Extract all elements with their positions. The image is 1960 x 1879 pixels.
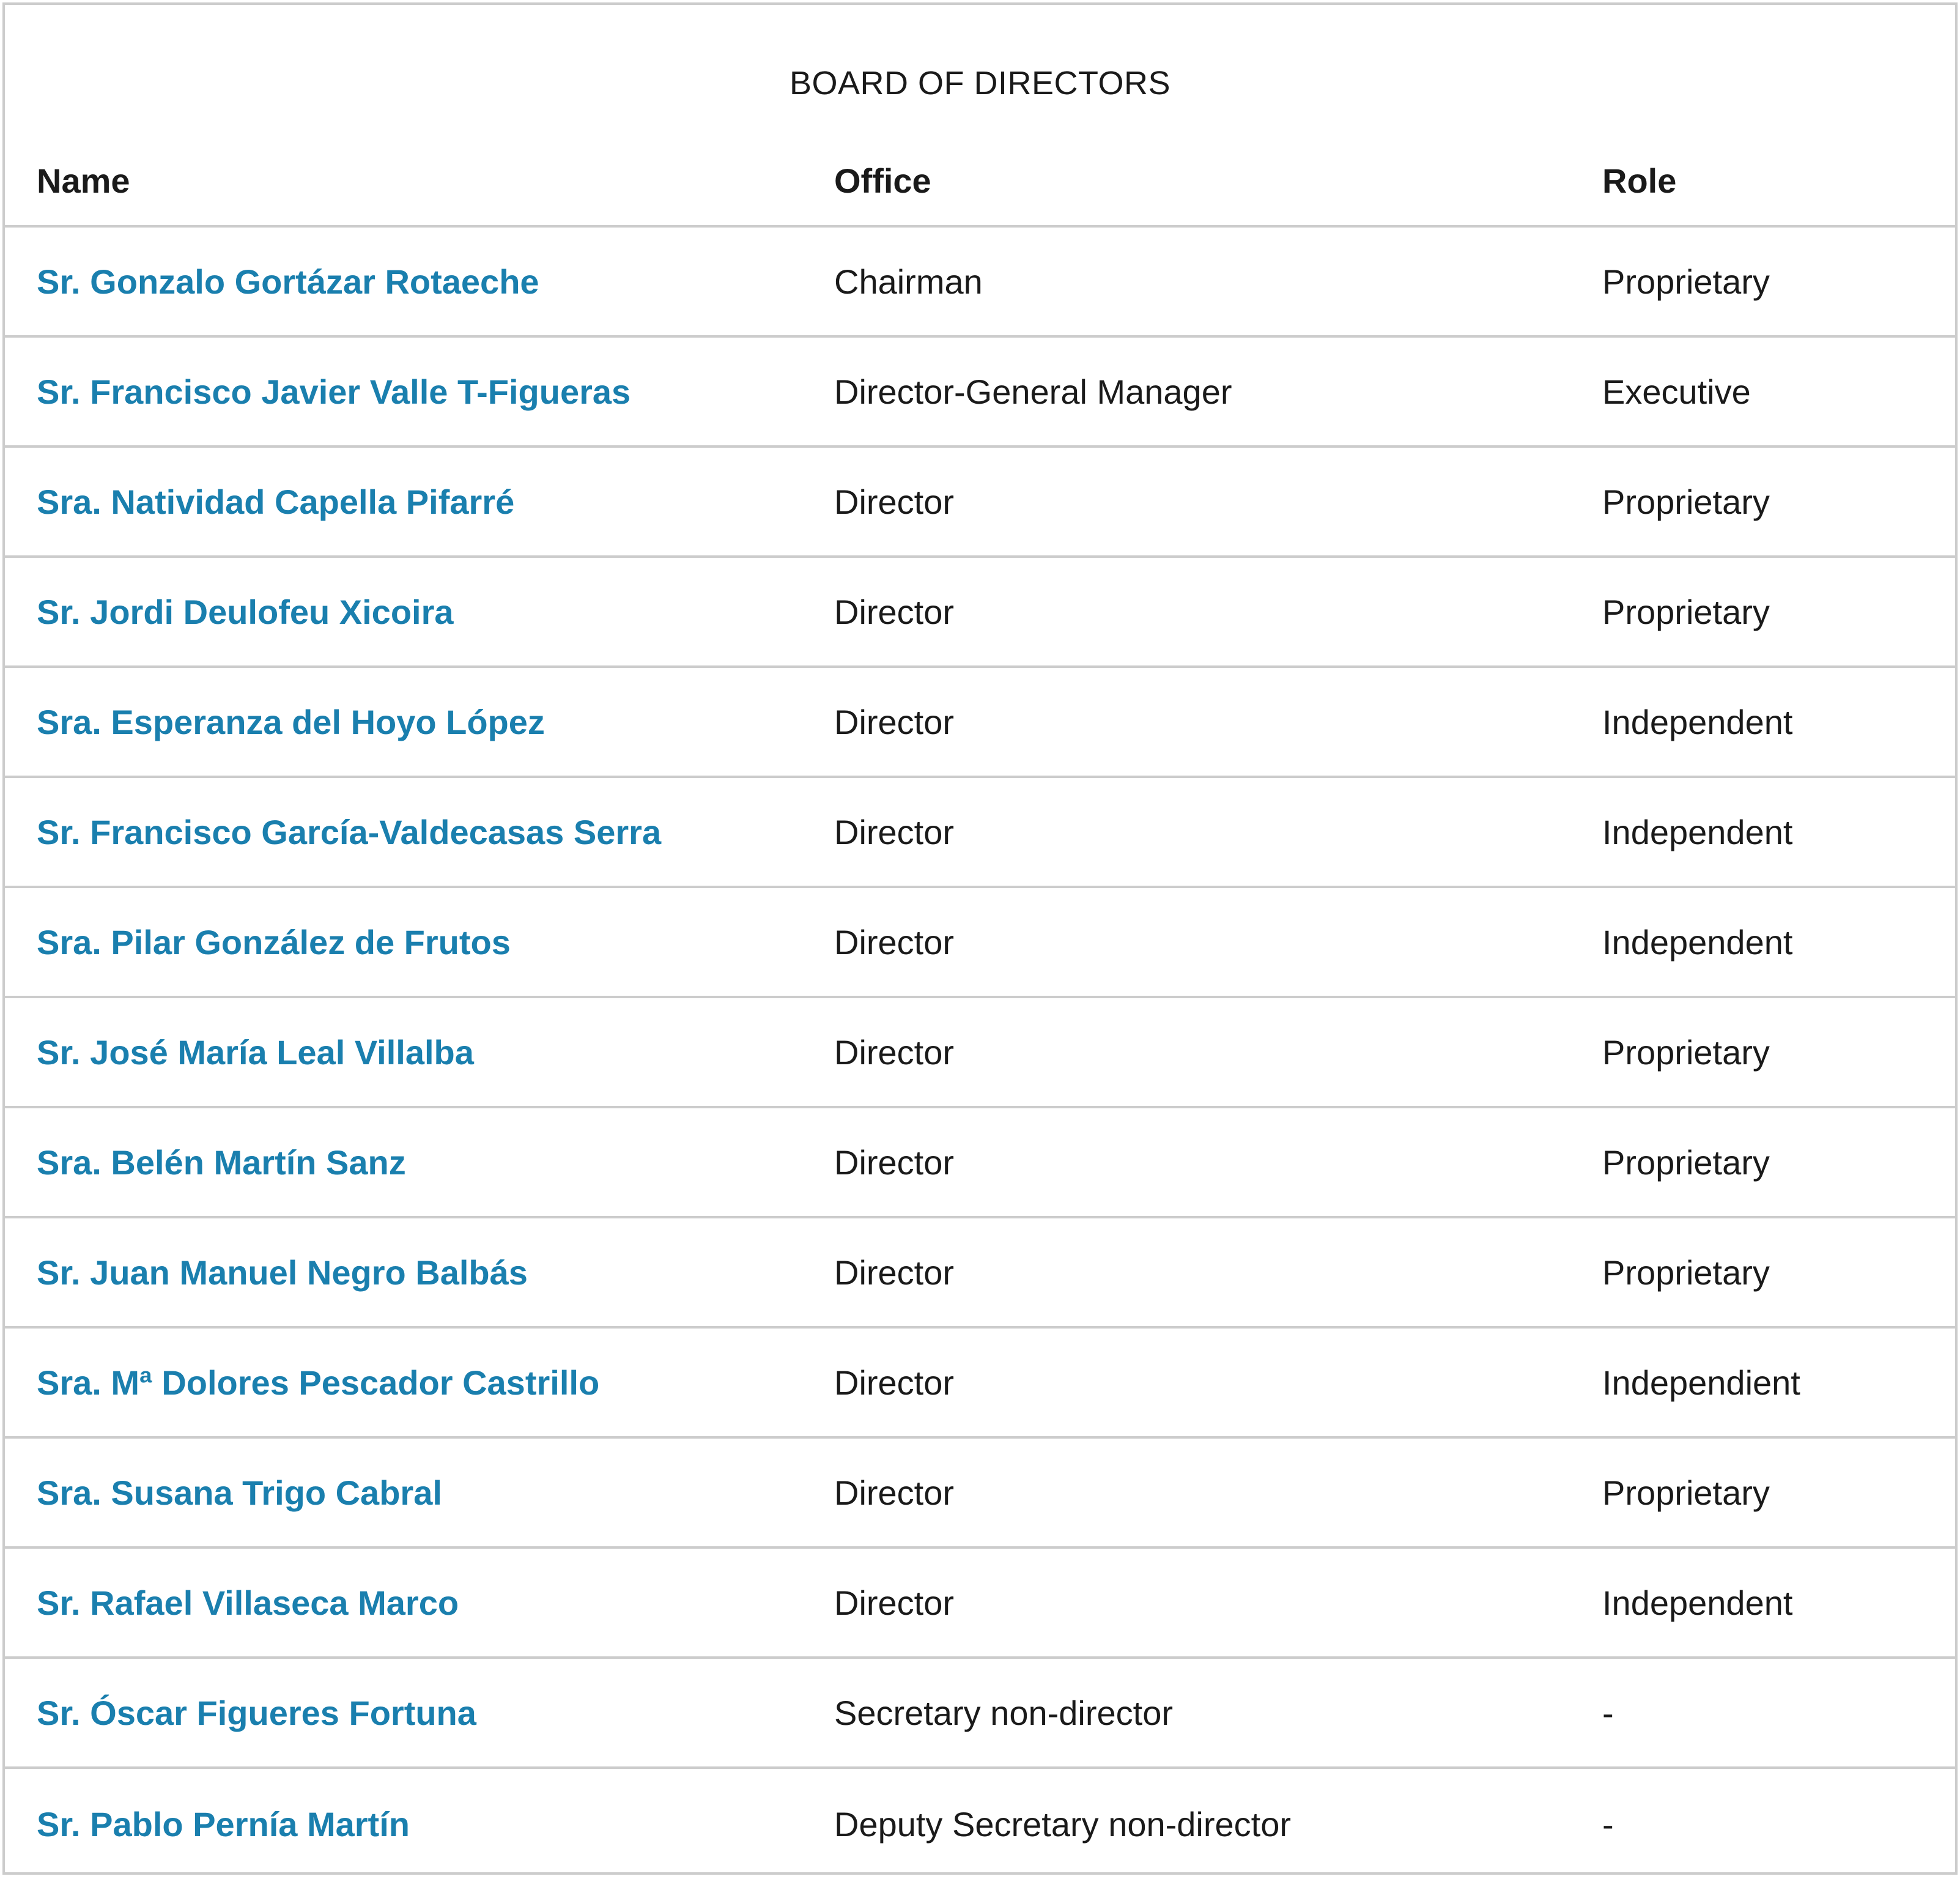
role-cell <box>1602 372 1955 412</box>
name-cell <box>5 482 834 522</box>
name-cell <box>5 372 834 412</box>
office-text: Chairman <box>834 262 983 301</box>
director-name-link[interactable]: Sr. Óscar Figueres Fortuna <box>37 1693 476 1732</box>
office-text: Secretary non-director <box>834 1693 1174 1732</box>
role-cell <box>1602 812 1955 852</box>
office-text: Director <box>834 922 955 962</box>
table-row <box>5 1329 1955 1439</box>
role-text: Independent <box>1602 702 1793 741</box>
office-text: Director <box>834 702 955 741</box>
table-caption: BOARD OF DIRECTORS <box>789 65 1171 102</box>
director-name-link[interactable]: Sr. José María Leal Villalba <box>37 1032 474 1072</box>
table-row <box>5 448 1955 558</box>
office-text: Director <box>834 812 955 851</box>
role-cell <box>1602 1804 1955 1844</box>
role-cell <box>1602 482 1955 522</box>
office-cell <box>834 1583 1602 1623</box>
office-text: Deputy Secretary non-director <box>834 1804 1292 1844</box>
role-text: - <box>1602 1804 1614 1844</box>
office-cell <box>834 1804 1602 1844</box>
role-text: Proprietary <box>1602 482 1770 521</box>
role-cell <box>1602 592 1955 632</box>
office-cell <box>834 922 1602 962</box>
office-cell <box>834 592 1602 632</box>
name-cell <box>5 1032 834 1072</box>
table-row <box>5 228 1955 338</box>
office-text: Director <box>834 592 955 631</box>
role-cell <box>1602 1143 1955 1182</box>
name-cell <box>5 1693 834 1733</box>
office-cell <box>834 1143 1602 1182</box>
header-name: Name <box>37 161 130 200</box>
office-cell <box>834 702 1602 742</box>
role-text: - <box>1602 1693 1614 1732</box>
header-role: Role <box>1602 161 1677 200</box>
director-name-link[interactable]: Sr. Juan Manuel Negro Balbás <box>37 1253 528 1292</box>
header-office: Office <box>834 161 931 200</box>
table-row <box>5 668 1955 778</box>
role-text: Independent <box>1602 812 1793 851</box>
table-row <box>5 1439 1955 1549</box>
director-name-link[interactable]: Sr. Francisco García-Valdecasas Serra <box>37 812 662 851</box>
office-text: Director <box>834 1473 955 1512</box>
role-text: Proprietary <box>1602 1253 1770 1292</box>
table-row <box>5 1108 1955 1218</box>
role-cell <box>1602 1363 1955 1403</box>
role-text: Executive <box>1602 372 1751 411</box>
office-cell <box>834 1253 1602 1292</box>
director-name-link[interactable]: Sra. Mª Dolores Pescador Castrillo <box>37 1363 600 1402</box>
director-name-link[interactable]: Sra. Belén Martín Sanz <box>37 1143 406 1182</box>
name-cell <box>5 592 834 632</box>
table-row <box>5 1659 1955 1769</box>
role-cell <box>1602 922 1955 962</box>
director-name-link[interactable]: Sra. Susana Trigo Cabral <box>37 1473 442 1512</box>
table-header-row <box>5 161 1955 228</box>
role-text: Proprietary <box>1602 1473 1770 1512</box>
director-name-link[interactable]: Sra. Pilar González de Frutos <box>37 922 511 962</box>
office-cell <box>834 372 1602 412</box>
role-cell <box>1602 702 1955 742</box>
board-of-directors-table <box>2 2 1958 1875</box>
role-cell <box>1602 262 1955 302</box>
name-cell <box>5 1583 834 1623</box>
office-cell <box>834 812 1602 852</box>
name-cell <box>5 262 834 302</box>
name-cell <box>5 812 834 852</box>
name-cell <box>5 1143 834 1182</box>
office-cell <box>834 482 1602 522</box>
office-text: Director <box>834 1253 955 1292</box>
role-text: Proprietary <box>1602 1032 1770 1072</box>
name-cell <box>5 1363 834 1403</box>
name-cell <box>5 922 834 962</box>
table-row <box>5 778 1955 888</box>
table-row <box>5 1549 1955 1659</box>
office-text: Director <box>834 1143 955 1182</box>
office-cell <box>834 262 1602 302</box>
name-cell <box>5 702 834 742</box>
table-row <box>5 1218 1955 1329</box>
table-row <box>5 1769 1955 1879</box>
role-text: Proprietary <box>1602 592 1770 631</box>
office-text: Director <box>834 1032 955 1072</box>
role-text: Proprietary <box>1602 262 1770 301</box>
office-cell <box>834 1693 1602 1733</box>
office-text: Director <box>834 482 955 521</box>
table-row <box>5 998 1955 1108</box>
role-text: Proprietary <box>1602 1143 1770 1182</box>
role-cell <box>1602 1032 1955 1072</box>
director-name-link[interactable]: Sra. Esperanza del Hoyo López <box>37 702 545 741</box>
table-row <box>5 558 1955 668</box>
name-cell <box>5 1253 834 1292</box>
office-text: Director <box>834 1583 955 1622</box>
director-name-link[interactable]: Sr. Francisco Javier Valle T-Figueras <box>37 372 631 411</box>
director-name-link[interactable]: Sr. Rafael Villaseca Marco <box>37 1583 459 1622</box>
table-body <box>5 228 1955 1879</box>
role-text: Independient <box>1602 1363 1800 1402</box>
role-cell <box>1602 1693 1955 1733</box>
office-text: Director-General Manager <box>834 372 1232 411</box>
role-text: Independent <box>1602 922 1793 962</box>
director-name-link[interactable]: Sr. Gonzalo Gortázar Rotaeche <box>37 262 539 301</box>
role-cell <box>1602 1253 1955 1292</box>
office-text: Director <box>834 1363 955 1402</box>
director-name-link[interactable]: Sr. Jordi Deulofeu Xicoira <box>37 592 454 631</box>
director-name-link[interactable]: Sr. Pablo Pernía Martín <box>37 1804 410 1844</box>
office-cell <box>834 1473 1602 1513</box>
name-cell <box>5 1804 834 1844</box>
office-cell <box>834 1032 1602 1072</box>
office-cell <box>834 1363 1602 1403</box>
name-cell <box>5 1473 834 1513</box>
table-row <box>5 888 1955 998</box>
role-text: Independent <box>1602 1583 1793 1622</box>
role-cell <box>1602 1473 1955 1513</box>
table-row <box>5 338 1955 448</box>
role-cell <box>1602 1583 1955 1623</box>
director-name-link[interactable]: Sra. Natividad Capella Pifarré <box>37 482 515 521</box>
